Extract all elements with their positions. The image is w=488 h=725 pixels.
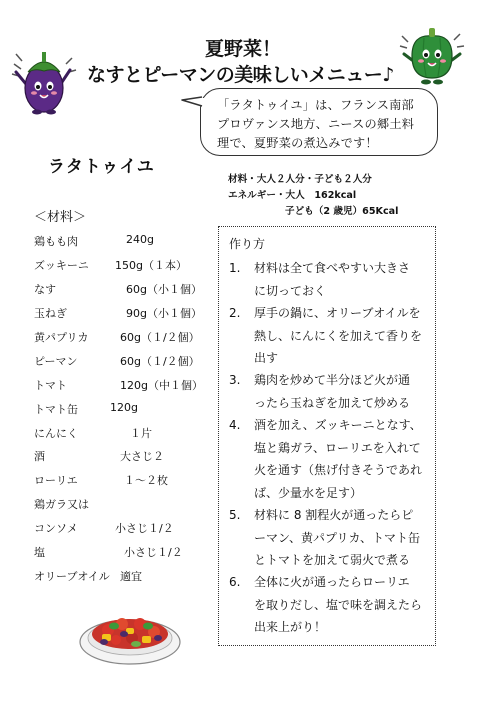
step-number: 1. xyxy=(229,261,241,275)
ingredient-row xyxy=(34,353,214,373)
step-text: 材料に 8 割程火が通ったらピ ーマン、黄パプリカ、トマト缶 とトマトを加えて弱火で煮る xyxy=(254,508,420,568)
ingredient-row xyxy=(34,425,214,445)
step-number: 3. xyxy=(229,373,241,387)
step-number: 5. xyxy=(229,508,241,522)
ingredient-name: ズッキーニ xyxy=(34,259,89,272)
serving-info: 材料・大人２人分・子ども２人分 xyxy=(228,174,372,185)
ingredient-amount: 60g（１/２個） xyxy=(120,355,200,368)
ingredient-amount: 240g xyxy=(126,233,154,246)
bubble-text: 「ラタトゥイユ」は、フランス南部 プロヴァンス地方、ニースの郷土料 理で、夏野菜の煮込みです！ xyxy=(217,98,415,150)
ratatouille-dish-icon xyxy=(78,606,182,668)
energy-child: 子ども（2 歳児）65Kcal xyxy=(285,206,399,217)
ingredient-amount: 120g xyxy=(110,401,138,414)
ingredient-amount: １片 xyxy=(130,427,152,440)
ingredient-amount: 小さじ１/２ xyxy=(115,522,174,535)
ingredient-name: 鶏もも肉 xyxy=(34,235,78,248)
ingredient-name: トマト缶 xyxy=(34,403,78,416)
title-line-2: なすとピーマンの美味しいメニュー♪ xyxy=(87,64,394,86)
ingredient-name: ローリエ xyxy=(34,474,78,487)
ingredient-row xyxy=(34,520,214,540)
ingredient-row xyxy=(34,496,214,516)
step-text: 材料は全て食べやすい大きさ に切っておく xyxy=(254,261,411,298)
ingredient-row xyxy=(34,281,214,301)
ingredient-name: 黄パプリカ xyxy=(34,331,89,344)
ingredient-name: ピーマン xyxy=(34,355,78,368)
speech-bubble xyxy=(200,88,438,156)
ingredient-amount: 60g（小１個） xyxy=(126,283,202,296)
ingredient-row xyxy=(34,544,214,564)
dish-title: ラタトゥイユ xyxy=(48,157,155,177)
ingredient-name: トマト xyxy=(34,379,67,392)
ingredient-row xyxy=(34,448,214,468)
ingredient-name: 鶏ガラ又は xyxy=(34,498,89,511)
ingredient-name: コンソメ xyxy=(34,522,78,535)
step-text: 鶏肉を炒めて半分ほど火が通 ったら玉ねぎを加えて炒める xyxy=(254,373,411,410)
ingredient-row xyxy=(34,401,214,421)
step-number: 4. xyxy=(229,418,241,432)
steps-heading: 作り方 xyxy=(229,237,266,251)
ingredient-name: 塩 xyxy=(34,546,45,559)
ingredient-name: 玉ねぎ xyxy=(34,307,67,320)
ingredient-amount: 大さじ２ xyxy=(120,450,164,463)
step-text: 全体に火が通ったらローリエ を取りだし、塩で味を調えたら 出来上がり！ xyxy=(254,575,423,635)
ingredient-row xyxy=(34,377,214,397)
ingredient-row xyxy=(34,257,214,277)
ingredient-row xyxy=(34,329,214,349)
ingredient-amount: 適宜 xyxy=(120,570,142,583)
ingredient-amount: 小さじ１/２ xyxy=(124,546,183,559)
ingredient-name: なす xyxy=(34,283,56,296)
ingredient-name: 酒 xyxy=(34,450,45,463)
eggplant-mascot-icon xyxy=(8,46,80,116)
ingredient-name: オリーブオイル xyxy=(34,570,110,583)
energy-adult: エネルギー・大人 162kcal xyxy=(228,190,357,201)
step-text: 厚手の鍋に、オリーブオイルを 熱し、にんにくを加えて香りを 出す xyxy=(254,306,423,366)
ingredient-amount: 120g（中１個） xyxy=(120,379,203,392)
ingredient-row xyxy=(34,233,214,253)
bubble-tail-icon xyxy=(181,94,203,110)
ingredient-row xyxy=(34,305,214,325)
step-text: 酒を加え、ズッキーニとなす、 塩と鶏ガラ、ローリエを入れて 火を通す（焦げ付きそうであれ ば、少量水を足す） xyxy=(254,418,423,501)
step-number: 6. xyxy=(229,575,241,589)
ingredient-row xyxy=(34,568,214,588)
ingredient-amount: 60g（１/２個） xyxy=(120,331,200,344)
ingredient-amount: 90g（小１個） xyxy=(126,307,202,320)
ingredients-heading: ＜材料＞ xyxy=(34,210,87,225)
ingredient-amount: １～２枚 xyxy=(124,474,168,487)
title-line-1: 夏野菜！ xyxy=(205,38,282,60)
green-pepper-mascot-icon xyxy=(398,26,466,88)
ingredient-row xyxy=(34,472,214,492)
step-number: 2. xyxy=(229,306,241,320)
ingredient-name: にんにく xyxy=(34,427,78,440)
ingredient-amount: 150g（１本） xyxy=(115,259,187,272)
